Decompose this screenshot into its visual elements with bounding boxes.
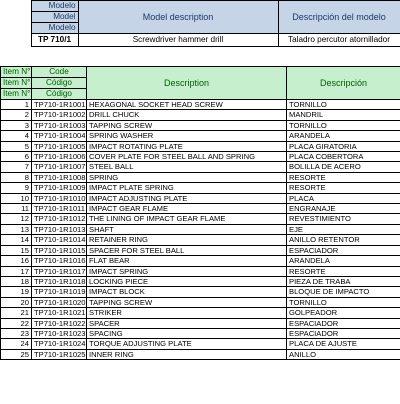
item-number-cell[interactable]: 10 <box>1 193 32 203</box>
item-number-cell[interactable]: 13 <box>1 224 32 234</box>
description-es-cell[interactable]: TORNILLO <box>287 297 400 307</box>
description-en-cell[interactable]: IMPACT ADJUSTING PLATE <box>87 193 287 203</box>
part-code-cell[interactable]: TP710-1R1021 <box>32 308 87 318</box>
description-en-cell[interactable]: TAPPING SCREW <box>87 120 287 130</box>
item-number-header[interactable]: Item N° <box>1 78 32 89</box>
description-es-cell[interactable]: PLACA <box>287 193 400 203</box>
description-es-cell[interactable]: ENGRANAJE <box>287 204 400 214</box>
table-row <box>1 224 400 234</box>
description-es-cell[interactable]: REVESTIMIENTO <box>287 214 400 224</box>
part-code-cell[interactable]: TP710-1R1025 <box>32 349 87 359</box>
description-es-cell[interactable]: ANILLO <box>287 349 400 359</box>
table-row <box>1 120 400 130</box>
part-code-cell[interactable]: TP710-1R1022 <box>32 318 87 328</box>
description-en-cell[interactable]: STEEL BALL <box>87 162 287 172</box>
description-en-cell[interactable]: DRILL CHUCK <box>87 110 287 120</box>
item-number-cell[interactable]: 16 <box>1 256 32 266</box>
description-en-cell[interactable]: THE LINING OF IMPACT GEAR FLAME <box>87 214 287 224</box>
table-row <box>1 318 400 328</box>
item-number-cell[interactable]: 8 <box>1 172 32 182</box>
description-es-cell[interactable]: ARANDELA <box>287 131 400 141</box>
table-row <box>1 297 400 307</box>
description-en-cell[interactable]: COVER PLATE FOR STEEL BALL AND SPRING <box>87 152 287 162</box>
item-number-cell[interactable]: 19 <box>1 287 32 297</box>
table-row <box>1 152 400 162</box>
part-code-cell[interactable]: TP710-1R1004 <box>32 131 87 141</box>
description-es-cell[interactable]: ESPACIADOR <box>287 245 400 255</box>
description-header-es[interactable]: Descripción <box>287 67 400 100</box>
part-code-cell[interactable]: TP710-1R1013 <box>32 224 87 234</box>
table-row <box>1 100 400 110</box>
description-en-cell[interactable]: SPACER <box>87 318 287 328</box>
code-header[interactable]: Código <box>32 89 87 100</box>
part-code-cell[interactable]: TP710-1R1023 <box>32 328 87 338</box>
part-code-cell[interactable]: TP710-1R1024 <box>32 339 87 349</box>
description-es-cell[interactable]: TORNILLO <box>287 100 400 110</box>
item-number-header[interactable]: Item N° <box>1 89 32 100</box>
description-en-cell[interactable]: RETAINER RING <box>87 235 287 245</box>
table-row <box>1 183 400 193</box>
description-en-cell[interactable]: SPACING <box>87 328 287 338</box>
table-row <box>1 245 400 255</box>
description-header-en[interactable]: Description <box>87 67 287 100</box>
part-code-cell[interactable]: TP710-1R1008 <box>32 172 87 182</box>
description-en-cell[interactable]: IMPACT GEAR FLAME <box>87 204 287 214</box>
table-row <box>1 172 400 182</box>
part-code-cell[interactable]: TP710-1R1003 <box>32 120 87 130</box>
model-code[interactable]: TP 710/1 <box>31 34 78 47</box>
empty-cell <box>0 34 31 47</box>
item-number-cell[interactable]: 24 <box>1 339 32 349</box>
description-en-cell[interactable]: SPRING WASHER <box>87 131 287 141</box>
part-code-cell[interactable]: TP710-1R1016 <box>32 256 87 266</box>
part-code-cell[interactable]: TP710-1R1006 <box>32 152 87 162</box>
table-row <box>1 193 400 203</box>
item-number-cell[interactable]: 2 <box>1 110 32 120</box>
item-number-cell[interactable]: 20 <box>1 297 32 307</box>
item-number-header[interactable]: Item N° <box>1 67 32 78</box>
table-row <box>1 349 400 359</box>
table-row <box>1 141 400 151</box>
part-code-cell[interactable]: TP710-1R1010 <box>32 193 87 203</box>
model-label[interactable]: Modelo <box>31 1 78 12</box>
model-description-header-es[interactable]: Descripción del modelo <box>278 1 400 34</box>
description-en-cell[interactable]: IMPACT ROTATING PLATE <box>87 141 287 151</box>
table-row <box>1 204 400 214</box>
item-number-cell[interactable]: 1 <box>1 100 32 110</box>
part-code-cell[interactable]: TP710-1R1020 <box>32 297 87 307</box>
table-row <box>1 276 400 286</box>
item-number-cell[interactable]: 23 <box>1 328 32 338</box>
description-en-cell[interactable]: TAPPING SCREW <box>87 297 287 307</box>
description-en-cell[interactable]: IMPACT SPRING <box>87 266 287 276</box>
item-number-cell[interactable]: 12 <box>1 214 32 224</box>
description-es-cell[interactable]: PLACA COBERTORA <box>287 152 400 162</box>
part-code-cell[interactable]: TP710-1R1019 <box>32 287 87 297</box>
description-es-cell[interactable]: PLACA DE AJUSTE <box>287 339 400 349</box>
description-en-cell[interactable]: IMPACT BLOCK <box>87 287 287 297</box>
table-row <box>1 266 400 276</box>
description-es-cell[interactable]: RESORTE <box>287 183 400 193</box>
part-code-cell[interactable]: TP710-1R1011 <box>32 204 87 214</box>
part-code-cell[interactable]: TP710-1R1014 <box>32 235 87 245</box>
description-en-cell[interactable]: SPACER FOR STEEL BALL <box>87 245 287 255</box>
item-number-cell[interactable]: 18 <box>1 276 32 286</box>
model-description-header-en[interactable]: Model description <box>78 1 278 34</box>
table-row <box>1 214 400 224</box>
description-es-cell[interactable]: ESPACIADOR <box>287 328 400 338</box>
item-number-cell[interactable]: 22 <box>1 318 32 328</box>
item-number-cell[interactable]: 5 <box>1 141 32 151</box>
description-en-cell[interactable]: LOCKING PIECE <box>87 276 287 286</box>
part-code-cell[interactable]: TP710-1R1017 <box>32 266 87 276</box>
description-es-cell[interactable]: BLOQUE DE IMPACTO <box>287 287 400 297</box>
description-en-cell[interactable]: HEXAGONAL SOCKET HEAD SCREW <box>87 100 287 110</box>
table-row <box>1 110 400 120</box>
description-es-cell[interactable]: RESORTE <box>287 266 400 276</box>
description-es-cell[interactable]: GOLPEADOR <box>287 308 400 318</box>
description-en-cell[interactable]: INNER RING <box>87 349 287 359</box>
model-header-table <box>0 0 400 47</box>
item-number-cell[interactable]: 9 <box>1 183 32 193</box>
item-number-cell[interactable]: 6 <box>1 152 32 162</box>
part-code-cell[interactable]: TP710-1R1018 <box>32 276 87 286</box>
table-row <box>1 339 400 349</box>
empty-cell <box>0 1 31 12</box>
description-en-cell[interactable]: SHAFT <box>87 224 287 234</box>
part-code-cell[interactable]: TP710-1R1009 <box>32 183 87 193</box>
description-es-cell[interactable]: ANILLO RETENTOR <box>287 235 400 245</box>
table-row <box>1 162 400 172</box>
code-header[interactable]: Código <box>32 78 87 89</box>
empty-cell <box>0 12 31 23</box>
description-es-cell[interactable]: TORNILLO <box>287 120 400 130</box>
description-en-cell[interactable]: IMPACT PLATE SPRING <box>87 183 287 193</box>
description-es-cell[interactable]: ARANDELA <box>287 256 400 266</box>
item-number-cell[interactable]: 14 <box>1 235 32 245</box>
description-es-cell[interactable]: MANDRIL <box>287 110 400 120</box>
parts-table <box>0 66 400 360</box>
description-es-cell[interactable]: ESPACIADOR <box>287 318 400 328</box>
description-es-cell[interactable]: EJE <box>287 224 400 234</box>
description-en-cell[interactable]: STRIKER <box>87 308 287 318</box>
code-header[interactable]: Code <box>32 67 87 78</box>
model-description-es[interactable]: Taladro percutor atornillador <box>278 34 400 47</box>
part-code-cell[interactable]: TP710-1R1001 <box>32 100 87 110</box>
description-en-cell[interactable]: TORQUE ADJUSTING PLATE <box>87 339 287 349</box>
item-number-cell[interactable]: 7 <box>1 162 32 172</box>
item-number-cell[interactable]: 21 <box>1 308 32 318</box>
table-row <box>1 287 400 297</box>
model-label[interactable]: Modelo <box>31 23 78 34</box>
part-code-cell[interactable]: TP710-1R1015 <box>32 245 87 255</box>
item-number-cell[interactable]: 25 <box>1 349 32 359</box>
table-row <box>1 256 400 266</box>
description-es-cell[interactable]: RESORTE <box>287 172 400 182</box>
description-es-cell[interactable]: PIEZA DE TRABA <box>287 276 400 286</box>
parts-table-body <box>1 100 400 360</box>
item-number-cell[interactable]: 17 <box>1 266 32 276</box>
item-number-cell[interactable]: 15 <box>1 245 32 255</box>
table-row <box>1 131 400 141</box>
description-en-cell[interactable]: SPRING <box>87 172 287 182</box>
model-description-en[interactable]: Screwdriver hammer drill <box>78 34 278 47</box>
part-code-cell[interactable]: TP710-1R1012 <box>32 214 87 224</box>
description-es-cell[interactable]: PLACA GIRATORIA <box>287 141 400 151</box>
description-es-cell[interactable]: BOLILLA DE ACERO <box>287 162 400 172</box>
description-en-cell[interactable]: FLAT BEAR <box>87 256 287 266</box>
table-row <box>1 328 400 338</box>
item-number-cell[interactable]: 3 <box>1 120 32 130</box>
model-label[interactable]: Model <box>31 12 78 23</box>
part-code-cell[interactable]: TP710-1R1005 <box>32 141 87 151</box>
table-row <box>1 235 400 245</box>
part-code-cell[interactable]: TP710-1R1002 <box>32 110 87 120</box>
table-row <box>1 308 400 318</box>
part-code-cell[interactable]: TP710-1R1007 <box>32 162 87 172</box>
empty-cell <box>0 23 31 34</box>
item-number-cell[interactable]: 11 <box>1 204 32 214</box>
item-number-cell[interactable]: 4 <box>1 131 32 141</box>
